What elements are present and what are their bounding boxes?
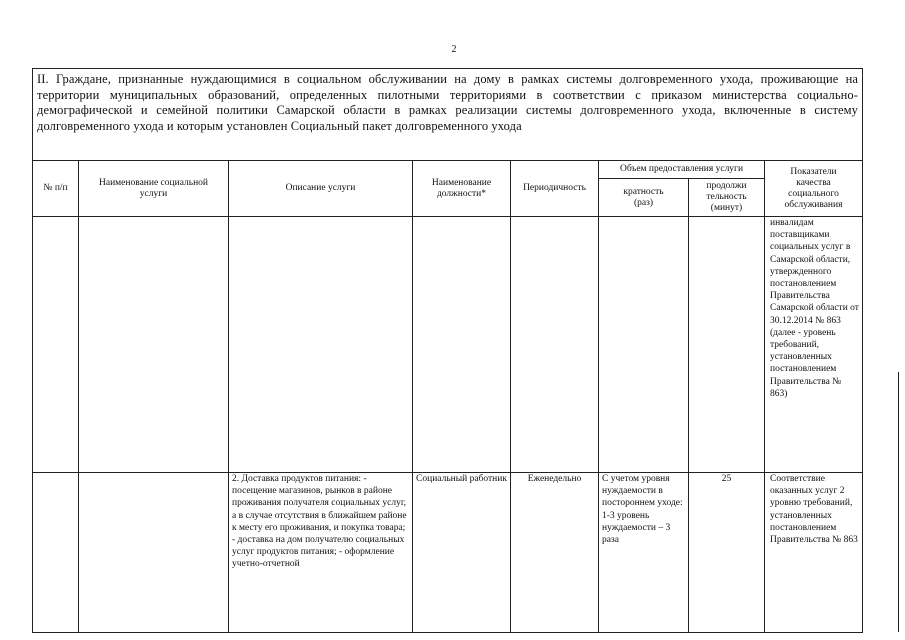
row2-service-name (79, 473, 229, 633)
section-heading: II. Граждане, признанные нуждающимися в социальном обслуживании на дому в рамках системы долговременного ухода, проживающие на территории муниципальных образований, определенных пилотными территориями в соответствии с приказом министерства социально-демографической и семейной политики Самарской области в рамках реализации системы долговременного ухода, включенные в систему долговременного ухода и которым установлен Социальный пакет долговременного ухода (33, 69, 863, 161)
continued-position-cell (413, 217, 511, 473)
row2-quality: Соответствие оказанных услуг 2 уровню требований, установленных постановлением Правительства № 863 (765, 473, 863, 633)
header-row (33, 161, 863, 179)
header-volume: Объем предоставления услуги (599, 161, 765, 179)
continued-quality-cell: инвалидам поставщиками социальных услуг в Самарской области, утвержденного постановлением Правительства Самарской области от 30.12.2014 № 863 (далее - уровень требований, установленных постановлением Правительства № 863) (765, 217, 863, 473)
header-service-name: Наименование социальной услуги (79, 161, 229, 217)
continued-frequency-cell (599, 217, 689, 473)
continued-duration-cell (689, 217, 765, 473)
header-quality: Показатели качества социального обслуживания (765, 161, 863, 217)
row2-duration: 25 (689, 473, 765, 633)
scan-edge-line (898, 372, 899, 632)
continued-service-cell (79, 217, 229, 473)
continued-description-cell (229, 217, 413, 473)
table-row (33, 473, 863, 633)
header-num: № п/п (33, 161, 79, 217)
services-table (32, 68, 863, 633)
row2-description: 2. Доставка продуктов питания: - посещение магазинов, рынков в районе проживания получателя социальных услуг, а в случае отсутствия в ближайшем районе к месту его проживания, и покупка товара; - доставка на дом получателю социальных услуг продуктов питания; - оформление учетно-отчетной (229, 473, 413, 633)
page-number: 2 (451, 44, 457, 55)
row2-frequency: С учетом уровня нуждаемости в постороннем уходе: 1-3 уровень нуждаемости – 3 раза (599, 473, 689, 633)
header-duration: продолжи тельность (минут) (689, 179, 765, 217)
continued-num-cell (33, 217, 79, 473)
row2-position: Социальный работник (413, 473, 511, 633)
row2-periodicity: Еженедельно (511, 473, 599, 633)
continued-periodicity-cell (511, 217, 599, 473)
header-frequency: кратность (раз) (599, 179, 689, 217)
header-description: Описание услуги (229, 161, 413, 217)
header-periodicity: Периодичность (511, 161, 599, 217)
section-heading-row (33, 69, 863, 161)
header-position: Наименование должности* (413, 161, 511, 217)
row2-num (33, 473, 79, 633)
table-row (33, 217, 863, 473)
